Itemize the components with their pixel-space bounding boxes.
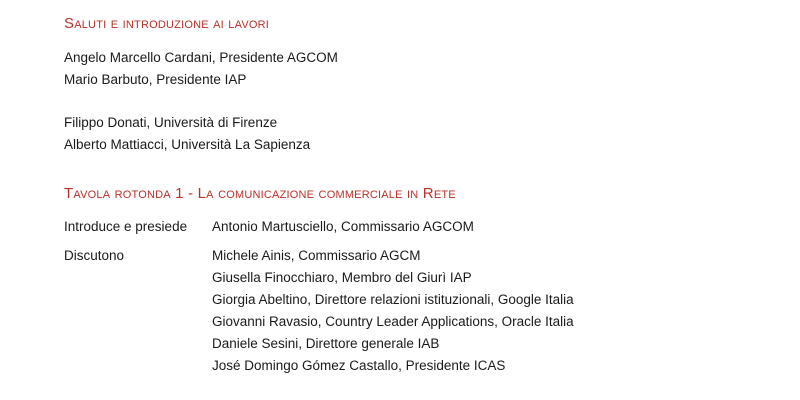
- panelist-line: Daniele Sesini, Direttore generale IAB: [212, 336, 440, 351]
- panelist-line: Giovanni Ravasio, Country Leader Applications, Oracle Italia: [212, 314, 574, 329]
- panelist-line: José Domingo Gómez Castallo, Presidente ICAS: [212, 358, 506, 373]
- discutono-label: Discutono: [64, 248, 125, 263]
- introduce-label: Introduce e presiede: [64, 219, 188, 234]
- speaker-line: Mario Barbuto, Presidente IAP: [64, 72, 247, 87]
- panelist-line: Giusella Finocchiaro, Membro del Giurì IAP: [212, 270, 472, 285]
- speaker-line: Alberto Mattiacci, Università La Sapienza: [64, 137, 311, 152]
- speaker-line: Angelo Marcello Cardani, Presidente AGCOM: [64, 50, 338, 65]
- introduce-value: Antonio Martusciello, Commissario AGCOM: [212, 219, 474, 234]
- speaker-line: Filippo Donati, Università di Firenze: [64, 115, 278, 130]
- section-heading-tavola-rotonda: Tavola rotonda 1 - La comunicazione commerciale in Rete: [64, 185, 456, 202]
- panelist-line: Giorgia Abeltino, Direttore relazioni istituzionali, Google Italia: [212, 292, 574, 307]
- panelist-line: Michele Ainis, Commissario AGCM: [212, 248, 421, 263]
- section-heading-saluti: Saluti e introduzione ai lavori: [64, 15, 270, 32]
